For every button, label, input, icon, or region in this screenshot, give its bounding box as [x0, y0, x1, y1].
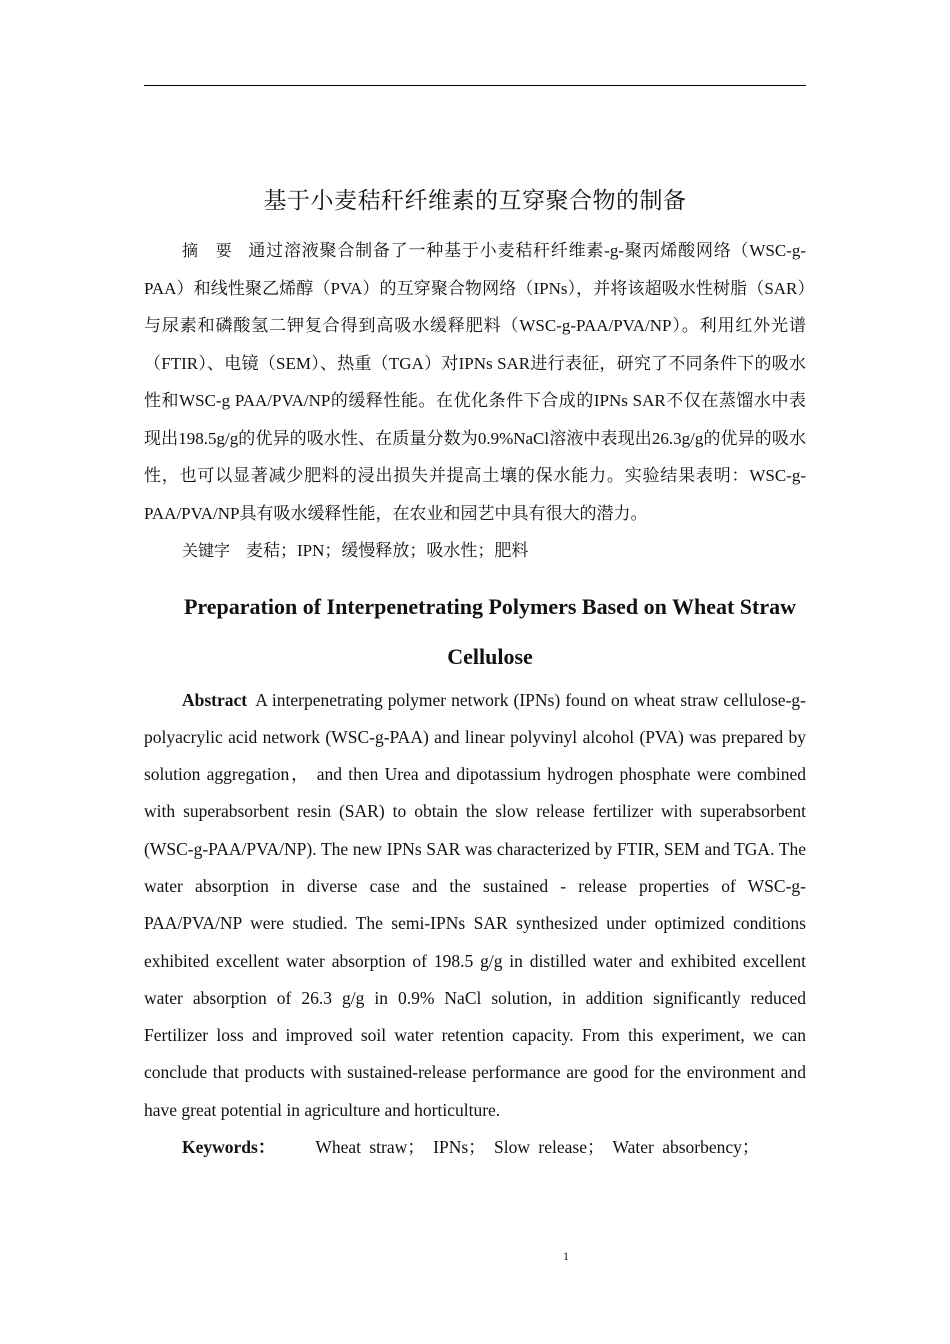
chinese-keywords-text: 麦秸；IPN；缓慢释放；吸水性；肥料: [246, 541, 529, 560]
english-abstract: [144, 682, 806, 1130]
english-keywords: [144, 1129, 806, 1166]
english-keywords-text: Wheat straw； IPNs； Slow release； Water absorbency；: [315, 1137, 760, 1158]
english-title: Preparation of Interpenetrating Polymers Based on Wheat Straw Cellulose: [183, 593, 797, 669]
chinese-keywords: [144, 532, 806, 570]
chinese-keywords-label: 关键字: [182, 541, 231, 560]
english-abstract-label: Abstract: [182, 689, 248, 710]
chinese-abstract: [144, 232, 806, 532]
chinese-abstract-label: 摘 要: [182, 241, 233, 260]
page-content: [144, 170, 806, 1166]
header-rule: [144, 85, 806, 86]
chinese-title: 基于小麦秸秆纤维素的互穿聚合物的制备: [263, 188, 687, 214]
chinese-abstract-text: 通过溶液聚合制备了一种基于小麦秸秆纤维素-g-聚丙烯酸网络（WSC-g-PAA）和线性聚乙烯醇（PVA）的互穿聚合物网络（IPNs），并将该超吸水性树脂（SAR）与尿素和磷酸氢二钾复合得到高吸水缓释肥料（WSC-g-PAA/PVA/NP）。利用红外光谱（FTIR）、电镜（SEM）、热重（TGA）对IPNs SAR进行表征，研究了不同条件下的吸水性和WSC-g PAA/PVA/NP的缓释性能。在优化条件下合成的IPNs SAR不仅在蒸馏水中表现出198.5g/g的优异的吸水性、在质量分数为0.9%NaCl溶液中表现出26.3g/g的优异的吸水性，也可以显著减少肥料的浸出损失并提高土壤的保水能力。实验结果表明：WSC-g-PAA/PVA/NP具有吸水缓释性能，在农业和园艺中具有很大的潜力。: [144, 241, 806, 523]
page-number: 1: [563, 1249, 569, 1263]
english-keywords-label: Keywords：: [182, 1137, 276, 1158]
english-abstract-text: A interpenetrating polymer network (IPNs) found on wheat straw cellulose-g-polyacrylic acid network (WSC-g-PAA) and linear polyvinyl alcohol (PVA) was prepared by solution aggregation， and then Urea and dipotassium hydrogen phosphate were combined with superabsorbent resin (SAR) to obtain the slow release fertilizer with superabsorbent (WSC-g-PAA/PVA/NP). The new IPNs SAR was characterized by FTIR, SEM and TGA. The water absorption in diverse case and the sustained - release properties of WSC-g-PAA/PVA/NP were studied. The semi-IPNs SAR synthesized under optimized conditions exhibited excellent water absorption of 198.5 g/g in distilled water and exhibited excellent water absorption of 26.3 g/g in 0.9% NaCl solution, in addition significantly reduced Fertilizer loss and improved soil water retention capacity. From this experiment, we can conclude that products with sustained-release performance are good for the environment and have great potential in agriculture and horticulture.: [144, 689, 806, 1120]
